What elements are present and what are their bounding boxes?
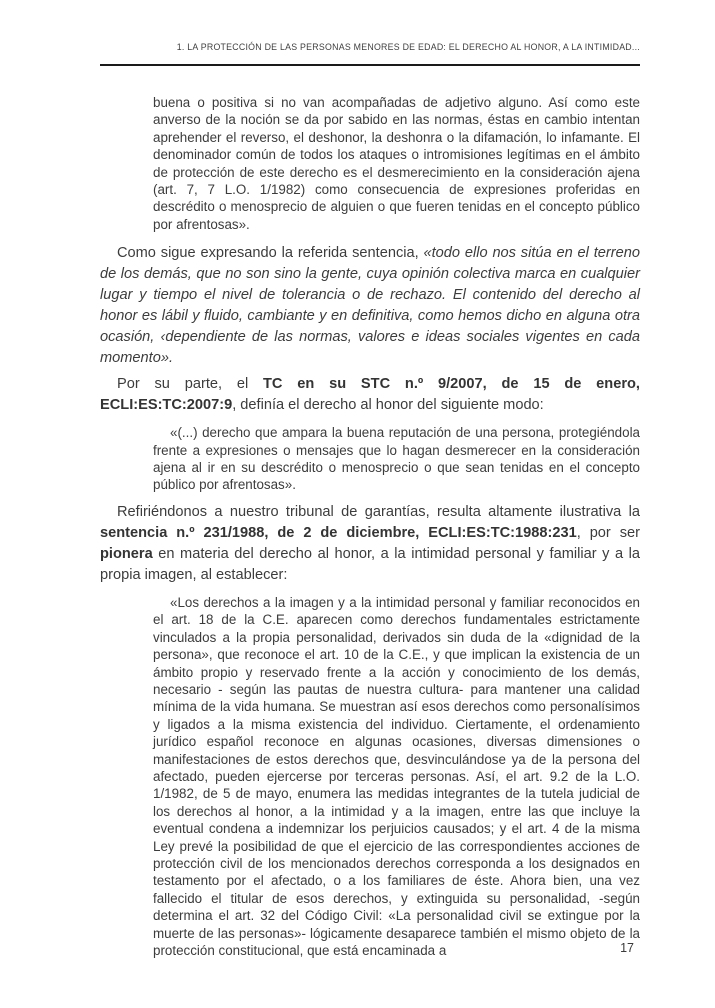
header-rule [100,64,640,66]
paragraph-mid-text: , por ser [576,524,640,541]
quote-block-continuation: buena o positiva si no van acompañadas de adjetivo alguno. Así como este anverso de la noción se da por sabido en las normas, éstas en cambio intentan aprehender el reverso, el deshonor, la deshonra o la difamación, lo infamante. El denominador común de todos los ataques o intromisiones legítimas en el ámbito de protección de este derecho es el desmerecimiento en la consideración ajena (art. 7, 7 L.O. 1/1982) como consecuencia de expresiones proferidas en descrédito o menosprecio de alguien o que fueren tenidas en el concepto público por afrentosas». [153,95,640,232]
paragraph-stc-1988 [100,502,640,586]
citation-stc-1988-bold: sentencia n.º 231/1988, de 2 de diciembre, ECLI:ES:TC:1988:231 [100,524,577,541]
paragraph-stc-2007 [100,374,640,416]
inline-quote-italic: «todo ello nos sitúa en el terreno de los demás, que no son sino la gente, cuya opinión colectiva marca en cualquier lugar y tiempo el nivel de tolerancia o de rechazo. El contenido del derecho al honor es lábil y fluido, cambiante y en definitiva, como hemos dicho en alguna otra ocasión, ‹dependiente de las normas, valores e ideas sociales vigentes en cada momento». [100,245,640,367]
page-content [100,94,640,959]
citation-stc-2007-bold: TC en su STC n.º 9/2007, de 15 de enero, ECLI:ES:TC:2007:9 [100,376,640,414]
paragraph-lead-text: Como sigue expresando la referida sentencia, [117,245,424,262]
quote-block-stc-1988: «Los derechos a la imagen y a la intimidad personal y familiar reconocidos en el art. 18 de la C.E. aparecen como derechos fundamentales estrictamente vinculados a la propia personalidad, derivados sin duda de la «dignidad de la persona», que reconoce el art. 10 de la C.E., y que implican la existencia de un ámbito propio y reservado frente a la acción y conocimiento de los demás, necesario - según las pautas de nuestra cultura- para mantener una calidad mínima de la vida humana. Se muestran así esos derechos como personalísimos y ligados a la misma existencia del individuo. Ciertamente, el ordenamiento jurídico español reconoce en algunas ocasiones, diversas dimensiones o manifestaciones de estos derechos que, desvinculándose ya de la persona del afectado, pueden ejercerse por terceras personas. Así, el art. 9.2 de la L.O. 1/1982, de 5 de mayo, enumera las medidas integrantes de la tutela judicial de los derechos al honor, a la intimidad y a la imagen, entre las que incluye la eventual condena a indemnizar los perjuicios causados; y el art. 4 de la misma Ley prevé la posibilidad de que el ejercicio de las correspondientes acciones de protección civil de los mencionados derechos corresponda a los designados en testamento por el afectado, o a los familiares de éste. Ahora bien, una vez fallecido el titular de esos derechos, y extinguida su personalidad, -según determina el art. 32 del Código Civil: «La personalidad civil se extingue por la muerte de las personas»- lógicamente desaparece también el mismo objeto de la protección constitucional, que está encaminada a [153,594,640,958]
running-header-title: 1. LA PROTECCIÓN DE LAS PERSONAS MENORES DE EDAD: EL DERECHO AL HONOR, A LA INTIMIDAD... [176,42,640,52]
quote-block-stc-2007: «(...) derecho que ampara la buena reputación de una persona, protegiéndola frente a expresiones o mensajes que lo hagan desmerecer en la consideración ajena al ir en su descrédito o menosprecio o que sean tenidas en el concepto público por afrentosas». [153,425,640,493]
page-number: 17 [620,941,634,955]
paragraph-pre-text: Refiriéndonos a nuestro tribunal de garantías, resulta altamente ilustrativa la [117,503,640,520]
paragraph-pre-text: Por su parte, el [117,376,263,393]
paragraph-post-text: , definía el derecho al honor del siguiente modo: [232,397,544,414]
pionera-bold: pionera [100,545,153,562]
paragraph-post-text: en materia del derecho al honor, a la intimidad personal y familiar y a la propia imagen, al establecer: [100,545,640,583]
paragraph-referida-sentencia [100,243,640,369]
